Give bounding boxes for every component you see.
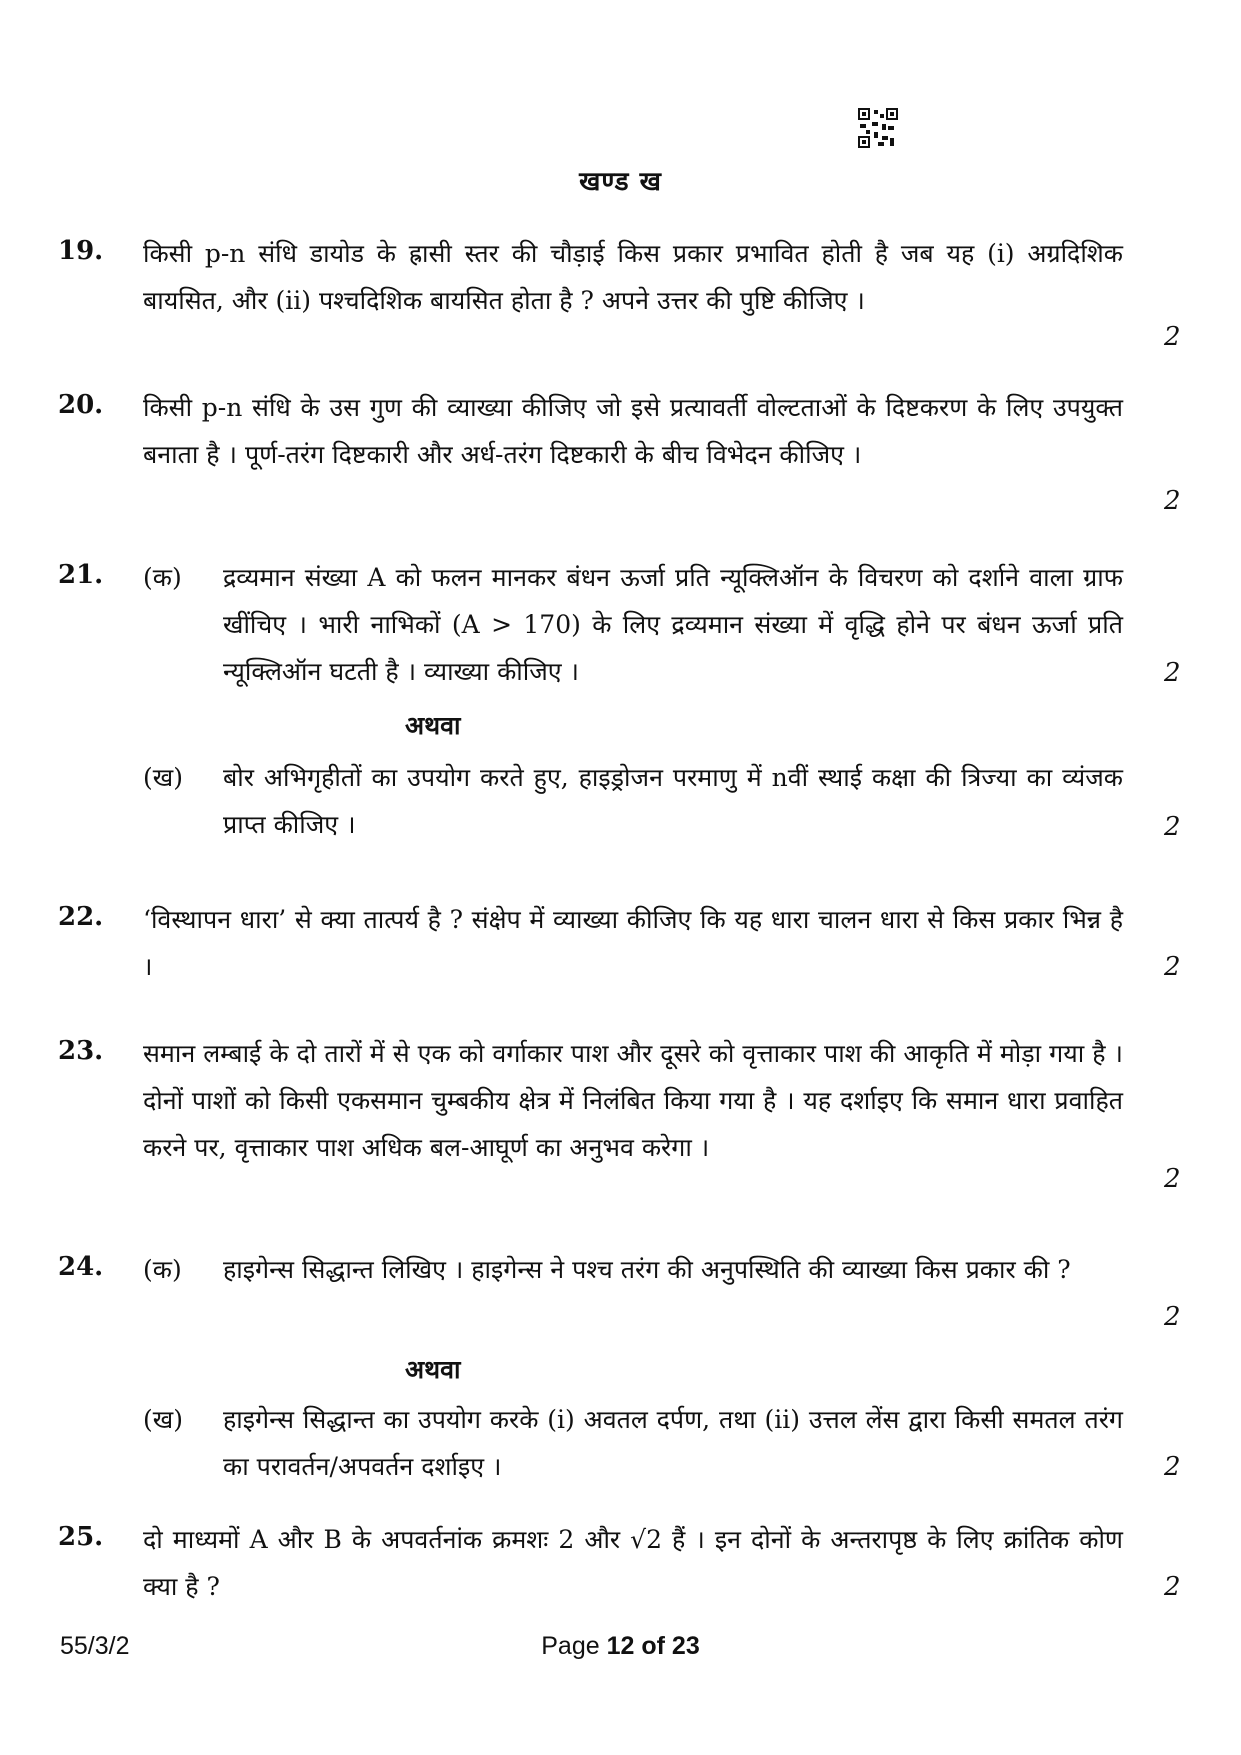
part-text: द्रव्यमान संख्या A को फलन मानकर बंधन ऊर्जा प्रति न्यूक्लिऑन के विचरण को दर्शाने वाला ग्राफ खींचिए । भारी नाभिकों (A > 170) के लिए द्रव्यमान संख्या में वृद्धि होने पर बंधन ऊर्जा प्रति न्यूक्लिऑन घटती है । व्याख्या कीजिए ।: [223, 563, 1123, 686]
question-text: किसी p-n संधि के उस गुण की व्याख्या कीजिए जो इसे प्रत्यावर्ती वोल्टताओं के दिष्टकरण के लिए उपयुक्त बनाता है । पूर्ण-तरंग दिष्टकारी और अर्ध-तरंग दिष्टकारी के बीच विभेदन कीजिए ।: [143, 393, 1123, 469]
or-divider: अथवा: [405, 711, 461, 740]
question-marks: 2: [1164, 1452, 1181, 1482]
question-marks: 2: [1164, 1302, 1181, 1332]
question-marks: 2: [1164, 486, 1181, 516]
page-number: [0, 1632, 1241, 1661]
paper-code: 55/3/2: [60, 1632, 130, 1660]
or-divider: अथवा: [405, 1355, 461, 1384]
question-text: किसी p-n संधि डायोड के ह्रासी स्तर की चौड़ाई किस प्रकार प्रभावित होती है जब यह (i) अग्रदिशिक बायसित, और (ii) पश्चदिशिक बायसित होता है ? अपने उत्तर की पुष्टि कीजिए ।: [143, 239, 1123, 315]
question-text: दो माध्यमों A और B के अपवर्तनांक क्रमशः 2 और √2 हैं । इन दोनों के अन्तरापृष्ठ के लिए क्रांतिक कोण क्या है ?: [143, 1525, 1123, 1601]
question-marks: 2: [1164, 322, 1181, 352]
page-prefix: Page: [541, 1632, 600, 1660]
page-current: 12: [606, 1632, 635, 1660]
part-label: (ख): [143, 1405, 183, 1434]
part-text: हाइगेन्स सिद्धान्त का उपयोग करके (i) अवतल दर्पण, तथा (ii) उत्तल लेंस द्वारा किसी समतल तरंग का परावर्तन/अपवर्तन दर्शाइए ।: [223, 1405, 1123, 1481]
page-of: of: [641, 1632, 665, 1660]
part-text: बोर अभिगृहीतों का उपयोग करते हुए, हाइड्रोजन परमाणु में nवीं स्थाई कक्षा की त्रिज्या का व्यंजक प्राप्त कीजिए ।: [223, 763, 1123, 839]
question-number: 19.: [58, 236, 104, 266]
part-text: हाइगेन्स सिद्धान्त लिखिए । हाइगेन्स ने पश्च तरंग की अनुपस्थिति की व्याख्या किस प्रकार की ?: [223, 1255, 1071, 1284]
question-number: 25.: [58, 1522, 104, 1552]
question-number: 24.: [58, 1252, 104, 1282]
question-number: 20.: [58, 390, 104, 420]
question-marks: 2: [1164, 952, 1181, 982]
qr-code-icon: [858, 108, 898, 148]
question-number: 23.: [58, 1036, 104, 1066]
question-number: 22.: [58, 902, 104, 932]
part-label: (क): [143, 563, 182, 592]
question-marks: 2: [1164, 1572, 1181, 1602]
question-text: ‘विस्थापन धारा’ से क्या तात्पर्य है ? संक्षेप में व्याख्या कीजिए कि यह धारा चालन धारा से किस प्रकार भिन्न है ।: [143, 905, 1123, 981]
question-marks: 2: [1164, 812, 1181, 842]
page-total: 23: [671, 1632, 700, 1660]
question-number: 21.: [58, 560, 104, 590]
section-title: खण्ड ख: [579, 167, 662, 197]
part-label: (क): [143, 1255, 182, 1284]
question-text: समान लम्बाई के दो तारों में से एक को वर्गाकार पाश और दूसरे को वृत्ताकार पाश की आकृति में मोड़ा गया है । दोनों पाशों को किसी एकसमान चुम्बकीय क्षेत्र में निलंबित किया गया है । यह दर्शाइए कि समान धारा प्रवाहित करने पर, वृत्ताकार पाश अधिक बल-आघूर्ण का अनुभव करेगा ।: [143, 1039, 1123, 1162]
question-marks: 2: [1164, 658, 1181, 688]
part-label: (ख): [143, 763, 183, 792]
question-marks: 2: [1164, 1164, 1181, 1194]
